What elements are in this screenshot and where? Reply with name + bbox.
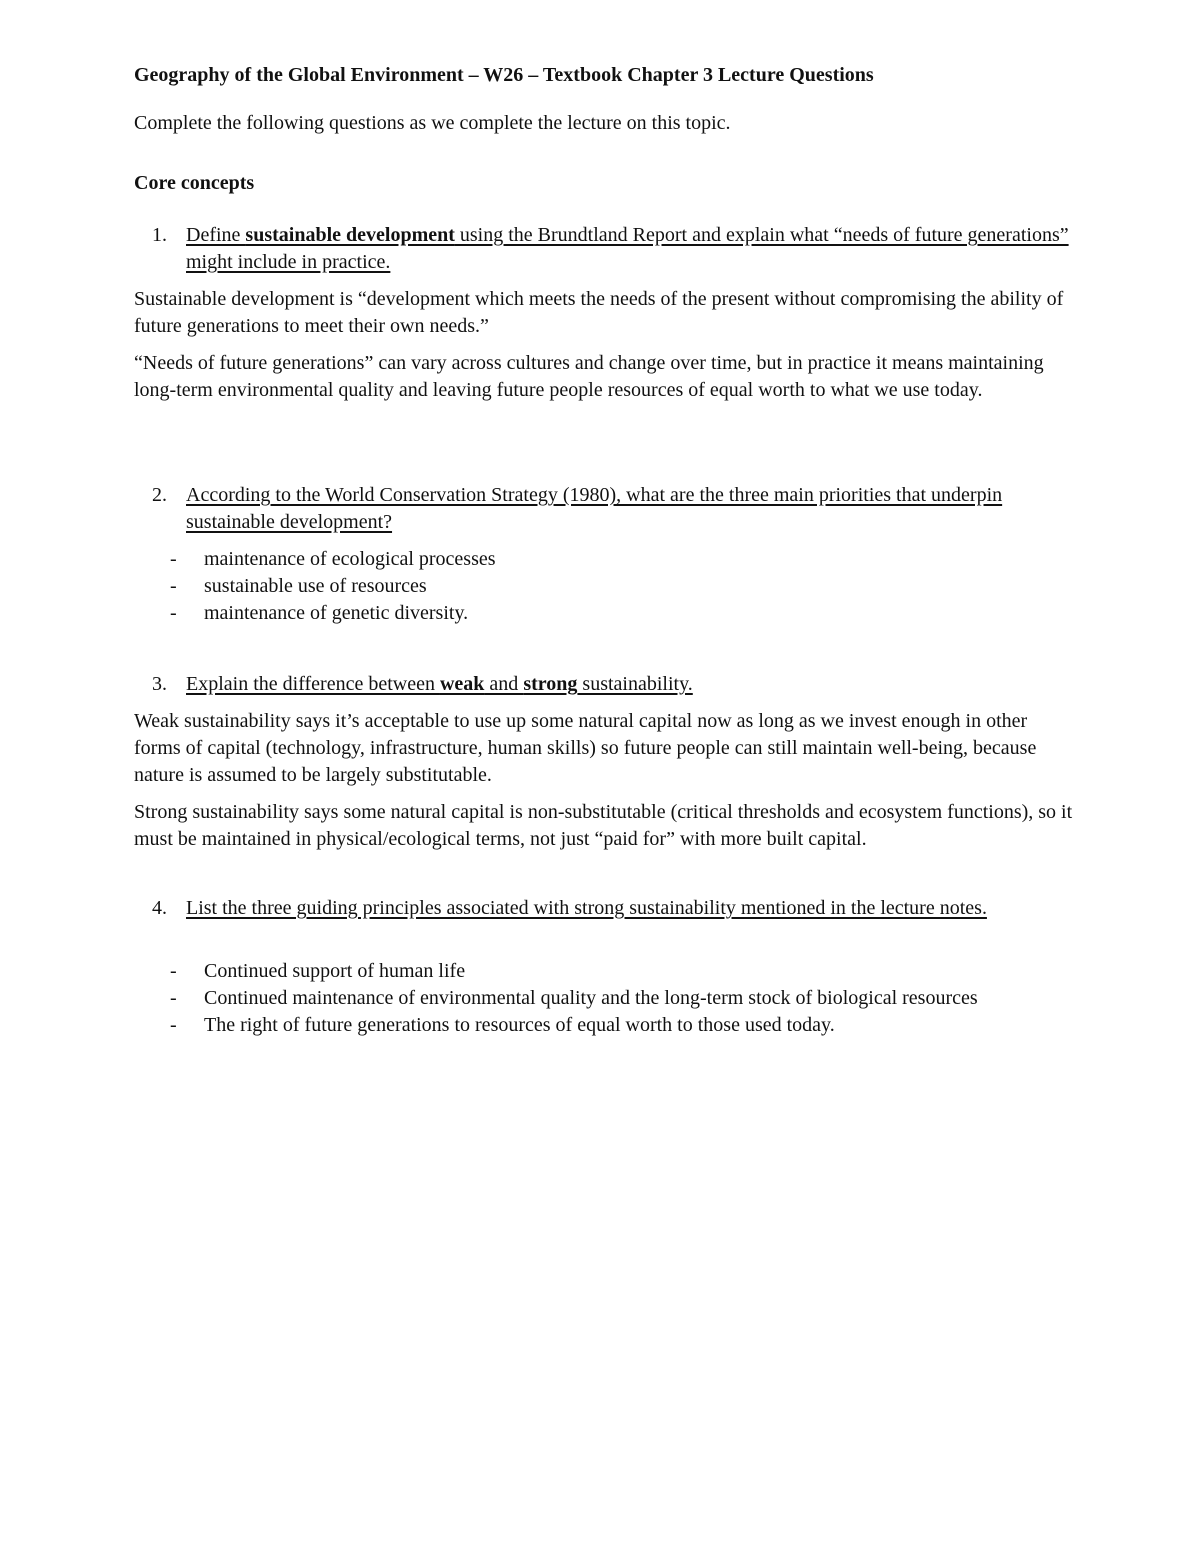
answer-list [134, 958, 1074, 1039]
dash-bullet: - [170, 987, 177, 1009]
document-page [134, 62, 1074, 1039]
question-text-part: sustainability. [577, 673, 693, 695]
answer-paragraph: Strong sustainability says some natural capital is non-substitutable (critical thresholds and ecosystem functions), so it must be maintained in physical/ecological terms, not just “paid for” with more built capital. [134, 801, 1073, 850]
answer-list [134, 546, 1074, 627]
document-title: Geography of the Global Environment – W26 – Textbook Chapter 3 Lecture Questions [134, 64, 874, 86]
question-number: 2. [152, 484, 167, 506]
instructions-text: Complete the following questions as we complete the lecture on this topic. [134, 112, 731, 134]
answer-paragraph: Weak sustainability says it’s acceptable to use up some natural capital now as long as we invest enough in other forms of capital (technology, infrastructure, human skills) so future people can still maintain well-being, because nature is assumed to be largely substitutable. [134, 710, 1037, 786]
dash-bullet: - [170, 548, 177, 570]
question-4 [134, 895, 1074, 922]
question-text-part: using the Brundtland Report and explain what “needs of future generations” might include in practice. [186, 224, 1069, 273]
question-number: 1. [152, 224, 167, 246]
list-item [134, 573, 1074, 600]
question-text: List the three guiding principles associated with strong sustainability mentioned in the lecture notes. [186, 897, 987, 919]
question-bold-term: sustainable development [245, 224, 455, 246]
dash-bullet: - [170, 575, 177, 597]
list-item-text: maintenance of ecological processes [204, 548, 496, 570]
dash-bullet: - [170, 602, 177, 624]
question-text [186, 224, 1069, 273]
answer-paragraph: Sustainable development is “development which meets the needs of the present without compromising the ability of future generations to meet their own needs.” [134, 288, 1064, 337]
list-item [134, 1012, 1074, 1039]
question-text: According to the World Conservation Strategy (1980), what are the three main priorities that underpin sustainable development? [186, 484, 1003, 533]
question-bold-term: weak [439, 673, 485, 695]
list-item-text: The right of future generations to resources of equal worth to those used today. [204, 1014, 835, 1036]
list-item-text: sustainable use of resources [204, 575, 427, 597]
question-number: 3. [152, 673, 167, 695]
question-2 [134, 482, 1074, 536]
question-1 [134, 222, 1074, 276]
list-item [134, 600, 1074, 627]
list-item-text: Continued maintenance of environmental quality and the long-term stock of biological resources [204, 987, 978, 1009]
list-item [134, 985, 1074, 1012]
dash-bullet: - [170, 960, 177, 982]
question-text-part: Define [186, 224, 246, 246]
question-bold-term: strong [523, 673, 578, 695]
answer-paragraph: “Needs of future generations” can vary across cultures and change over time, but in practice it means maintaining long-term environmental quality and leaving future people resources of equal worth to what we use today. [134, 352, 1044, 401]
list-item-text: Continued support of human life [204, 960, 466, 982]
question-text [186, 673, 693, 695]
question-3 [134, 671, 1074, 698]
list-item [134, 546, 1074, 573]
question-text-part: and [484, 673, 524, 695]
question-text-part: Explain the difference between [186, 673, 440, 695]
list-item-text: maintenance of genetic diversity. [204, 602, 469, 624]
dash-bullet: - [170, 1014, 177, 1036]
section-heading: Core concepts [134, 172, 255, 194]
list-item [134, 958, 1074, 985]
question-number: 4. [152, 897, 167, 919]
